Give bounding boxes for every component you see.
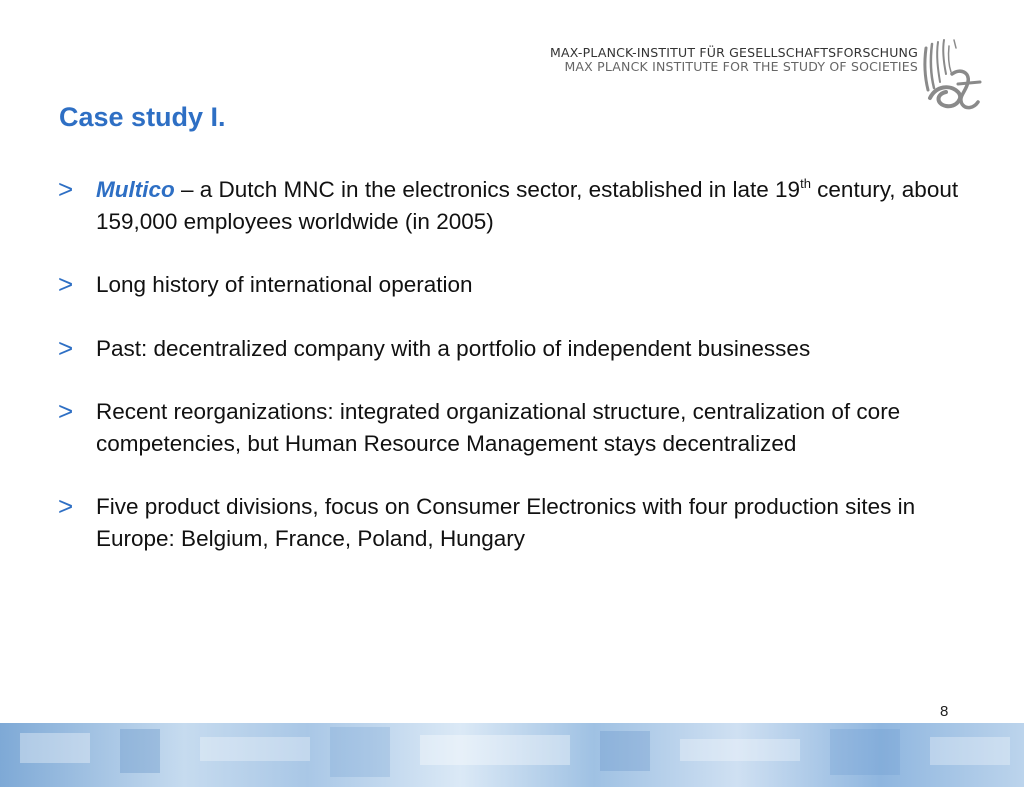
bullet-text: Past: decentralized company with a portfolio of independent businesses xyxy=(96,335,811,361)
bullet-text-continued: century, about 159,000 employees worldwide (in 2005) xyxy=(96,177,959,234)
bullet-divisions xyxy=(58,491,968,554)
bullet-history xyxy=(58,269,968,301)
footer-texture xyxy=(0,723,1024,787)
bullet-past xyxy=(58,333,968,365)
institute-name-german: MAX-PLANCK-INSTITUT FÜR GESELLSCHAFTSFORSCHUNG xyxy=(550,45,918,60)
institute-name-english: MAX PLANCK INSTITUTE FOR THE STUDY OF SOCIETIES xyxy=(564,59,918,74)
bullet-marker: > xyxy=(58,332,74,363)
bullet-marker: > xyxy=(58,174,74,204)
bullet-reorganizations xyxy=(58,396,968,459)
bullet-list xyxy=(58,174,968,586)
mpi-logo-icon xyxy=(918,38,984,112)
bullet-marker: > xyxy=(58,269,74,299)
superscript: th xyxy=(800,176,811,191)
bullet-text: Five product divisions, focus on Consumer Electronics with four production sites in Europe: Belgium, France, Poland, Hungary xyxy=(96,494,916,551)
bullet-multico xyxy=(58,174,968,237)
bullet-marker: > xyxy=(58,396,74,426)
bullet-marker: > xyxy=(58,491,74,521)
page-number: 8 xyxy=(940,703,949,720)
company-name: Multico xyxy=(96,177,175,202)
bullet-text: Long history of international operation xyxy=(96,272,473,297)
slide-title: Case study I. xyxy=(59,102,226,132)
footer-banner xyxy=(0,723,1024,787)
bullet-text: Recent reorganizations: integrated organizational structure, centralization of core competencies, but Human Resource Management stays decentralized xyxy=(96,399,901,456)
institute-header xyxy=(550,46,918,74)
bullet-text: – a Dutch MNC in the electronics sector, established in late 19 xyxy=(174,177,801,202)
